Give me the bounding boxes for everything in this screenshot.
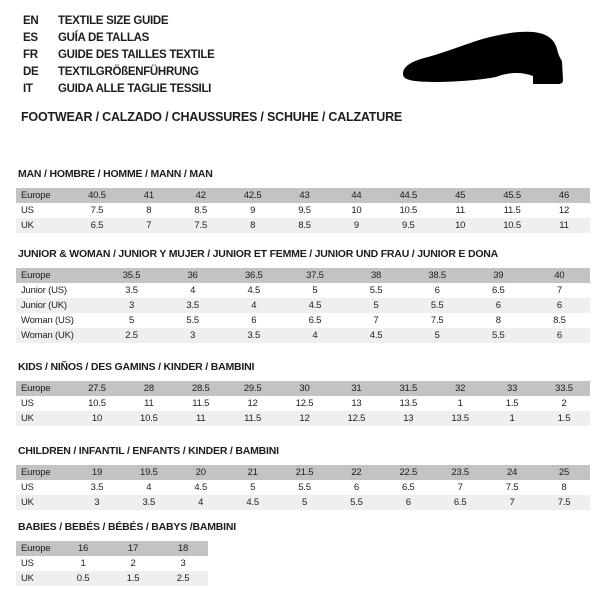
size-cell: 24 — [486, 465, 538, 480]
language-row — [23, 30, 215, 47]
size-cell: 5 — [407, 328, 468, 343]
size-cell: 11 — [175, 411, 227, 426]
size-cell: 3 — [101, 298, 162, 313]
size-cell: 11 — [538, 218, 590, 233]
size-cell: 5.5 — [186, 315, 199, 326]
size-cell: 12.5 — [330, 411, 382, 426]
size-cell: 4 — [223, 298, 284, 313]
size-cell: 4.5 — [346, 328, 407, 343]
language-row — [23, 13, 215, 30]
size-table — [16, 188, 590, 233]
size-cell: 7 — [457, 482, 463, 493]
size-cell: 23.5 — [434, 465, 486, 480]
size-cell: 6.5 — [401, 482, 415, 493]
size-cell: 6 — [468, 298, 529, 313]
size-cell: 12 — [247, 398, 258, 409]
size-cell: 28 — [123, 381, 175, 396]
table-title: KIDS / NIÑOS / DES GAMINS / KINDER / BAMBINI — [18, 361, 255, 373]
size-cell: 44.5 — [382, 188, 434, 203]
size-cell: 4.5 — [227, 495, 279, 510]
table-row — [16, 541, 208, 556]
size-cell: 4 — [284, 328, 345, 343]
size-cell: 1.5 — [108, 571, 158, 586]
size-cell: 12.5 — [295, 398, 314, 409]
size-cell: 3 — [162, 328, 223, 343]
table-row — [16, 218, 590, 233]
size-cell: 4.5 — [194, 482, 208, 493]
size-cell: 11.5 — [192, 398, 210, 409]
language-code: IT — [23, 83, 33, 95]
size-cell: 4 — [146, 482, 152, 493]
size-cell: 7.5 — [505, 482, 519, 493]
size-cell: 3 — [71, 495, 123, 510]
size-cell: 1.5 — [538, 411, 590, 426]
size-cell: 10.5 — [88, 398, 106, 409]
language-code: EN — [23, 15, 39, 27]
size-cell: 11 — [144, 398, 154, 409]
size-cell: 5 — [279, 495, 331, 510]
size-cell: 1 — [457, 398, 463, 409]
size-cell: 40 — [529, 268, 590, 283]
row-label: Europe — [16, 465, 71, 480]
language-list — [23, 13, 215, 98]
size-cell: 37.5 — [284, 268, 345, 283]
table-row — [16, 328, 590, 343]
size-cell: 4.5 — [247, 285, 261, 296]
size-cell: 36 — [162, 268, 223, 283]
size-cell: 13.5 — [399, 398, 418, 409]
size-cell: 6 — [251, 315, 257, 326]
size-cell: 5 — [250, 482, 256, 493]
size-cell: 7 — [123, 218, 175, 233]
size-cell: 44 — [330, 188, 382, 203]
size-cell: 11 — [455, 205, 465, 216]
size-cell: 8 — [227, 218, 279, 233]
row-label: UK — [16, 218, 71, 233]
size-cell: 7.5 — [90, 205, 104, 216]
size-cell: 20 — [175, 465, 227, 480]
size-cell: 7.5 — [430, 315, 444, 326]
size-cell: 11.5 — [503, 205, 521, 216]
size-table-section — [16, 168, 590, 233]
row-label: Europe — [16, 541, 58, 556]
size-cell: 9.5 — [298, 205, 311, 216]
size-cell: 5.5 — [298, 482, 311, 493]
size-cell: 5.5 — [468, 328, 529, 343]
size-cell: 2.5 — [158, 571, 208, 586]
size-cell: 41 — [123, 188, 175, 203]
dress-shoe-icon — [398, 28, 578, 98]
language-code: FR — [23, 49, 38, 61]
size-cell: 18 — [158, 541, 208, 556]
row-label: Europe — [16, 268, 101, 283]
language-row — [23, 81, 215, 98]
size-cell: 46 — [538, 188, 590, 203]
size-cell: 36.5 — [223, 268, 284, 283]
row-label: Europe — [16, 188, 71, 203]
size-cell: 10.5 — [123, 411, 175, 426]
size-cell: 5.5 — [407, 298, 468, 313]
table-row — [16, 480, 590, 495]
size-cell: 8.5 — [279, 218, 331, 233]
size-cell: 30 — [279, 381, 331, 396]
size-cell: 13.5 — [434, 411, 486, 426]
row-label: US — [21, 398, 34, 409]
size-cell: 12 — [279, 411, 331, 426]
size-cell: 31 — [330, 381, 382, 396]
size-cell: 21 — [227, 465, 279, 480]
size-cell: 12 — [558, 205, 570, 216]
size-cell: 4 — [175, 495, 227, 510]
table-title: JUNIOR & WOMAN / JUNIOR Y MUJER / JUNIOR ET FEMME / JUNIOR UND FRAU / JUNIOR E DONA — [18, 248, 499, 260]
size-cell: 6 — [382, 495, 434, 510]
size-cell: 10 — [351, 205, 362, 216]
size-cell: 10.5 — [486, 218, 538, 233]
size-cell: 7 — [486, 495, 538, 510]
size-cell: 6 — [529, 328, 590, 343]
table-row — [16, 283, 590, 298]
row-label: UK — [16, 411, 71, 426]
size-cell: 38.5 — [407, 268, 468, 283]
size-cell: 7.5 — [538, 495, 590, 510]
size-cell: 6.5 — [492, 285, 505, 296]
table-row — [16, 571, 208, 586]
language-text: TEXTILE SIZE GUIDE — [58, 15, 169, 27]
size-cell: 9 — [250, 205, 256, 216]
row-label: Junior (UK) — [16, 298, 101, 313]
size-cell: 3 — [180, 558, 186, 569]
table-row — [16, 556, 208, 571]
size-cell: 27.5 — [71, 381, 123, 396]
size-cell: 7 — [373, 315, 379, 326]
row-label: UK — [16, 571, 58, 586]
table-row — [16, 203, 590, 218]
size-cell: 6 — [353, 482, 359, 493]
row-label: Europe — [16, 381, 71, 396]
table-row — [16, 465, 590, 480]
size-cell: 3.5 — [90, 482, 104, 493]
size-cell: 32 — [434, 381, 486, 396]
size-cell: 1 — [486, 411, 538, 426]
row-label: Junior (US) — [21, 285, 67, 296]
size-cell: 11.5 — [227, 411, 279, 426]
table-row — [16, 411, 590, 426]
size-cell: 5.5 — [330, 495, 382, 510]
category-title: FOOTWEAR / CALZADO / CHAUSSURES / SCHUHE / CALZATURE — [21, 110, 403, 124]
size-cell: 8.5 — [194, 205, 208, 216]
table-title: BABIES / BEBÉS / BÉBÉS / BABYS /BAMBINI — [18, 521, 236, 533]
size-cell: 3.5 — [123, 495, 175, 510]
size-cell: 6.5 — [308, 315, 322, 326]
size-cell: 9.5 — [382, 218, 434, 233]
size-cell: 25 — [538, 465, 590, 480]
size-table — [16, 268, 590, 343]
size-cell: 7 — [556, 285, 562, 296]
language-code: ES — [23, 32, 38, 44]
language-text: GUÍA DE TALLAS — [58, 32, 149, 44]
row-label: Woman (UK) — [16, 328, 101, 343]
size-cell: 8 — [495, 315, 501, 326]
size-cell: 6.5 — [71, 218, 123, 233]
size-cell: 13 — [351, 398, 362, 409]
size-cell: 29.5 — [227, 381, 279, 396]
size-cell: 10 — [434, 218, 486, 233]
size-cell: 19 — [71, 465, 123, 480]
size-cell: 3.5 — [162, 298, 223, 313]
size-cell: 21.5 — [279, 465, 331, 480]
size-cell: 0.5 — [58, 571, 108, 586]
size-cell: 3.5 — [125, 285, 138, 296]
size-cell: 13 — [382, 411, 434, 426]
size-cell: 5 — [346, 298, 407, 313]
size-cell: 5 — [312, 285, 318, 296]
size-cell: 22.5 — [382, 465, 434, 480]
size-cell: 22 — [330, 465, 382, 480]
row-label: Woman (US) — [21, 315, 74, 326]
size-cell: 9 — [330, 218, 382, 233]
size-cell: 33.5 — [538, 381, 590, 396]
size-cell: 8 — [146, 205, 152, 216]
size-cell: 8 — [561, 482, 567, 493]
size-cell: 33 — [486, 381, 538, 396]
size-cell: 17 — [108, 541, 158, 556]
row-label: US — [21, 482, 34, 493]
table-row — [16, 298, 590, 313]
size-table-section — [16, 248, 590, 343]
size-cell: 10 — [71, 411, 123, 426]
language-code: DE — [23, 66, 39, 78]
size-cell: 6 — [434, 285, 440, 296]
size-cell: 8.5 — [553, 315, 566, 326]
table-row — [16, 313, 590, 328]
size-cell: 31.5 — [382, 381, 434, 396]
size-cell: 28.5 — [175, 381, 227, 396]
size-table — [16, 541, 208, 586]
table-row — [16, 381, 590, 396]
size-cell: 2 — [130, 558, 136, 569]
size-cell: 2 — [561, 398, 567, 409]
language-text: TEXTILGRÖßENFÜHRUNG — [58, 66, 199, 78]
table-title: MAN / HOMBRE / HOMME / MANN / MAN — [18, 168, 213, 180]
language-row — [23, 64, 215, 81]
size-cell: 38 — [346, 268, 407, 283]
size-cell: 42.5 — [227, 188, 279, 203]
size-cell: 4.5 — [284, 298, 345, 313]
size-table-section — [16, 445, 590, 510]
language-text: GUIDE DES TAILLES TEXTILE — [58, 49, 215, 61]
size-cell: 2.5 — [101, 328, 162, 343]
size-cell: 39 — [468, 268, 529, 283]
table-row — [16, 268, 590, 283]
table-title: CHILDREN / INFANTIL / ENFANTS / KINDER / BAMBINI — [18, 445, 279, 457]
size-table — [16, 381, 590, 426]
size-cell: 7.5 — [175, 218, 227, 233]
size-cell: 5 — [129, 315, 135, 326]
size-cell: 10.5 — [399, 205, 418, 216]
size-cell: 4 — [190, 285, 196, 296]
size-cell: 45.5 — [486, 188, 538, 203]
size-cell: 16 — [58, 541, 108, 556]
size-cell: 42 — [175, 188, 227, 203]
language-text: GUIDA ALLE TAGLIE TESSILI — [58, 83, 212, 95]
size-cell: 43 — [279, 188, 331, 203]
table-row — [16, 495, 590, 510]
size-cell: 1 — [80, 558, 86, 569]
size-cell: 35.5 — [101, 268, 162, 283]
size-cell: 45 — [434, 188, 486, 203]
size-table-section — [16, 521, 590, 586]
size-cell: 3.5 — [223, 328, 284, 343]
language-row — [23, 47, 215, 64]
size-cell: 19.5 — [123, 465, 175, 480]
size-cell: 40.5 — [71, 188, 123, 203]
row-label: US — [21, 558, 34, 569]
size-cell: 6 — [529, 298, 590, 313]
row-label: UK — [16, 495, 71, 510]
size-cell: 6.5 — [434, 495, 486, 510]
size-cell: 5.5 — [369, 285, 383, 296]
row-label: US — [21, 205, 34, 216]
table-row — [16, 396, 590, 411]
size-table-section — [16, 361, 590, 426]
size-table — [16, 465, 590, 510]
size-cell: 1.5 — [505, 398, 519, 409]
table-row — [16, 188, 590, 203]
